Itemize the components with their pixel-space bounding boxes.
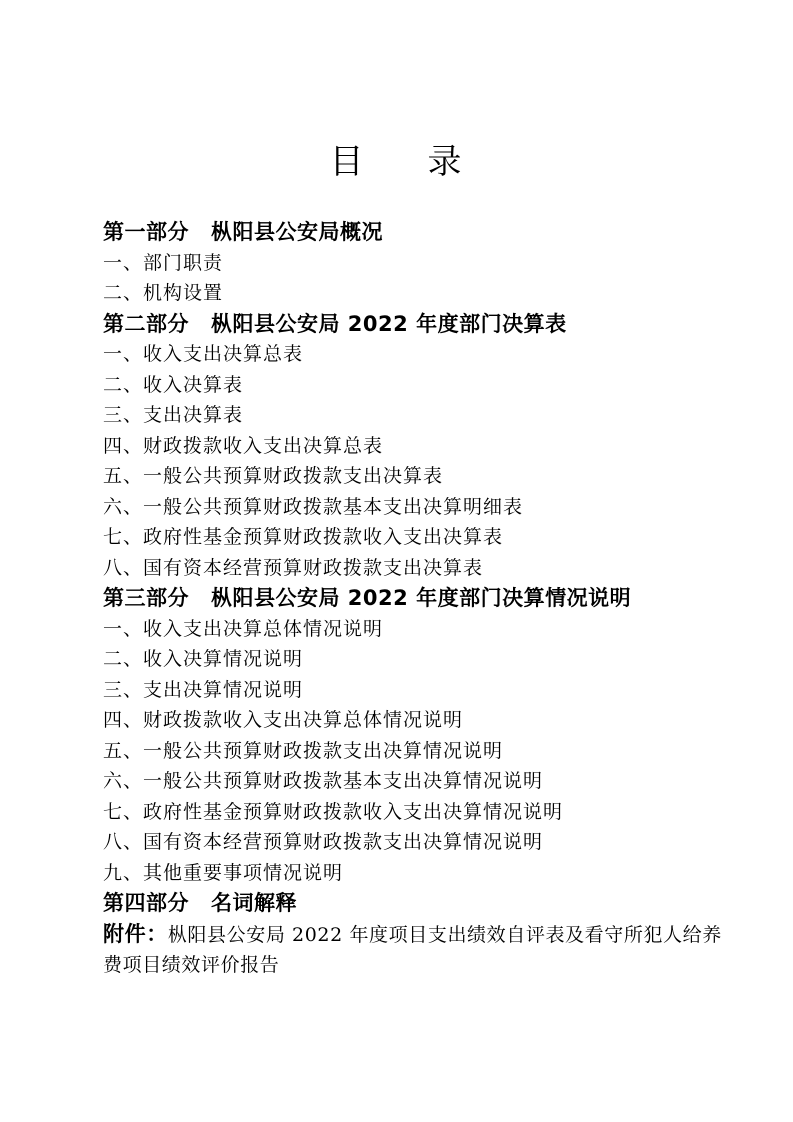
toc-item: 八、国有资本经营预算财政拨款支出决算表 xyxy=(103,556,484,579)
section-title: 枞阳县公安局 2022 年度部门决算表 xyxy=(211,311,567,336)
toc-item: 五、一般公共预算财政拨款支出决算情况说明 xyxy=(103,739,504,762)
section-number: 第四部分 xyxy=(103,891,189,915)
toc-item: 六、一般公共预算财政拨款基本支出决算明细表 xyxy=(103,495,524,518)
section-number: 第一部分 xyxy=(103,220,189,244)
toc-item: 二、收入决算表 xyxy=(103,373,244,396)
toc-item: 九、其他重要事项情况说明 xyxy=(103,861,344,884)
toc-item: 一、部门职责 xyxy=(103,251,224,274)
table-of-contents xyxy=(103,217,723,981)
toc-item: 七、政府性基金预算财政拨款收入支出决算表 xyxy=(103,526,504,548)
toc-lines xyxy=(103,217,723,919)
title-char-2: 录 xyxy=(427,142,464,182)
toc-item: 七、政府性基金预算财政拨款收入支出决算情况说明 xyxy=(103,800,564,823)
toc-item: 五、一般公共预算财政拨款支出决算表 xyxy=(103,465,444,487)
toc-item: 四、财政拨款收入支出决算总体情况说明 xyxy=(103,709,464,731)
toc-item: 二、收入决算情况说明 xyxy=(103,648,304,670)
page-title xyxy=(0,140,793,184)
attachment-entry xyxy=(103,919,723,981)
toc-item: 三、支出决算表 xyxy=(103,404,244,426)
attachment-text: 枞阳县公安局 2022 年度项目支出绩效自评表及看守所犯人给养费项目绩效评价报告 xyxy=(103,923,722,976)
toc-section-heading xyxy=(103,309,723,340)
toc-section-heading xyxy=(103,217,723,248)
section-number: 第二部分 xyxy=(103,311,189,336)
toc-item: 二、机构设置 xyxy=(103,282,224,304)
section-title: 名词解释 xyxy=(211,891,297,915)
toc-section-heading xyxy=(103,888,723,919)
toc-item: 一、收入支出决算总体情况说明 xyxy=(103,617,384,640)
attachment-label: 附件： xyxy=(103,921,168,946)
toc-section-heading xyxy=(103,583,723,614)
title-char-1: 目 xyxy=(329,142,366,182)
section-number: 第三部分 xyxy=(103,586,189,610)
toc-item: 八、国有资本经营预算财政拨款支出决算情况说明 xyxy=(103,831,544,853)
toc-item: 四、财政拨款收入支出决算总表 xyxy=(103,434,384,457)
toc-item: 三、支出决算情况说明 xyxy=(103,678,304,701)
section-title: 枞阳县公安局概况 xyxy=(211,220,383,244)
toc-item: 六、一般公共预算财政拨款基本支出决算情况说明 xyxy=(103,770,544,792)
toc-item: 一、收入支出决算总表 xyxy=(103,343,304,365)
section-title: 枞阳县公安局 2022 年度部门决算情况说明 xyxy=(211,586,632,610)
